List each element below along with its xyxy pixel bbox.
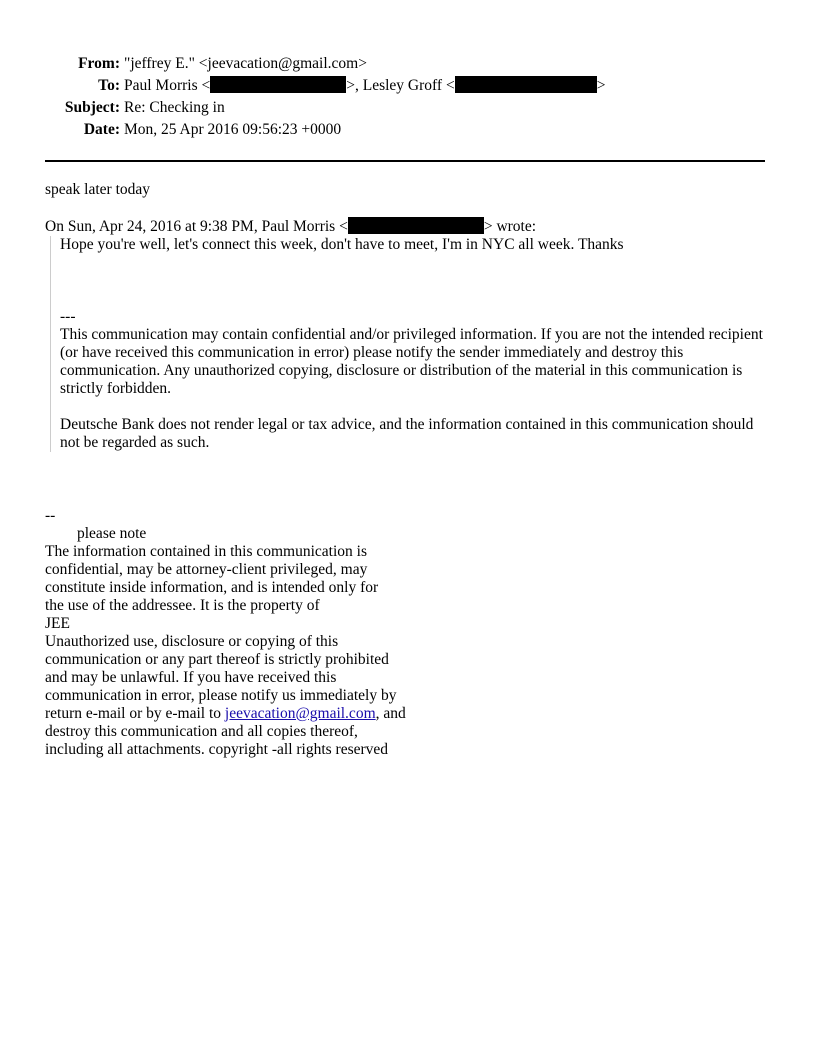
subject-row — [40, 97, 605, 119]
attribution-end: > wrote: — [483, 218, 537, 235]
to-separator: >, Lesley Groff < — [346, 77, 455, 94]
from-row — [40, 53, 605, 75]
signature-text: return e-mail or by e-mail to — [45, 705, 225, 722]
from-value: "jeffrey E." <jeevacation@gmail.com> — [124, 55, 367, 72]
date-row — [40, 119, 605, 141]
to-label: To: — [98, 77, 120, 94]
email-body — [45, 181, 770, 452]
redaction-block — [455, 76, 597, 93]
signature-note: please note — [77, 525, 147, 542]
redaction-block — [210, 76, 346, 93]
signature-line: Unauthorized use, disclosure or copying of this — [45, 633, 339, 650]
redaction-block — [348, 217, 484, 234]
to-value — [124, 75, 605, 97]
signature-line: communication in error, please notify us immediately by — [45, 687, 397, 704]
signature-dashes: -- — [45, 507, 56, 524]
quote-separator: --- — [60, 308, 76, 325]
signature-line: including all attachments. copyright -all rights reserved — [45, 741, 389, 758]
quote-disclaimer: This communication may contain confidential and/or privileged information. If you are not the intended recipient (or have received this communication in error) please notify the sender immediately and destroy this communication. Any unauthorized copying, disclosure or distribution of the material in this communication is strictly forbidden. — [60, 326, 763, 397]
subject-value: Re: Checking in — [124, 99, 225, 116]
quote-attribution — [45, 217, 770, 236]
signature-line: The information contained in this communication is — [45, 543, 367, 560]
to-recipient-1: Paul Morris < — [124, 77, 211, 94]
to-end: > — [596, 77, 606, 94]
signature-block — [45, 507, 445, 759]
attribution-text: On Sun, Apr 24, 2016 at 9:38 PM, Paul Morris < — [45, 218, 348, 235]
signature-line: confidential, may be attorney-client privileged, may — [45, 561, 368, 578]
subject-label: Subject: — [64, 99, 120, 116]
signature-line — [45, 705, 445, 723]
to-row — [40, 75, 605, 97]
signature-line: and may be unlawful. If you have received this — [45, 669, 337, 686]
signature-text: , and — [375, 705, 406, 722]
date-value: Mon, 25 Apr 2016 09:56:23 +0000 — [124, 121, 342, 138]
reply-text: speak later today — [45, 181, 151, 198]
date-label: Date: — [83, 121, 120, 138]
signature-line: JEE — [45, 615, 70, 632]
signature-line: communication or any part thereof is strictly prohibited — [45, 651, 389, 668]
email-header — [40, 53, 605, 141]
signature-line: destroy this communication and all copies thereof, — [45, 723, 358, 740]
quote-line: Hope you're well, let's connect this week, don't have to meet, I'm in NYC all week. Thanks — [60, 236, 624, 253]
signature-line: the use of the addressee. It is the property of — [45, 597, 320, 614]
signature-line: constitute inside information, and is intended only for — [45, 579, 379, 596]
quoted-message — [50, 236, 770, 452]
quote-disclaimer-tax: Deutsche Bank does not render legal or tax advice, and the information contained in this communication should not be regarded as such. — [60, 416, 754, 451]
email-link[interactable]: jeevacation@gmail.com — [224, 705, 376, 722]
from-label: From: — [78, 55, 120, 72]
header-divider — [45, 160, 765, 162]
